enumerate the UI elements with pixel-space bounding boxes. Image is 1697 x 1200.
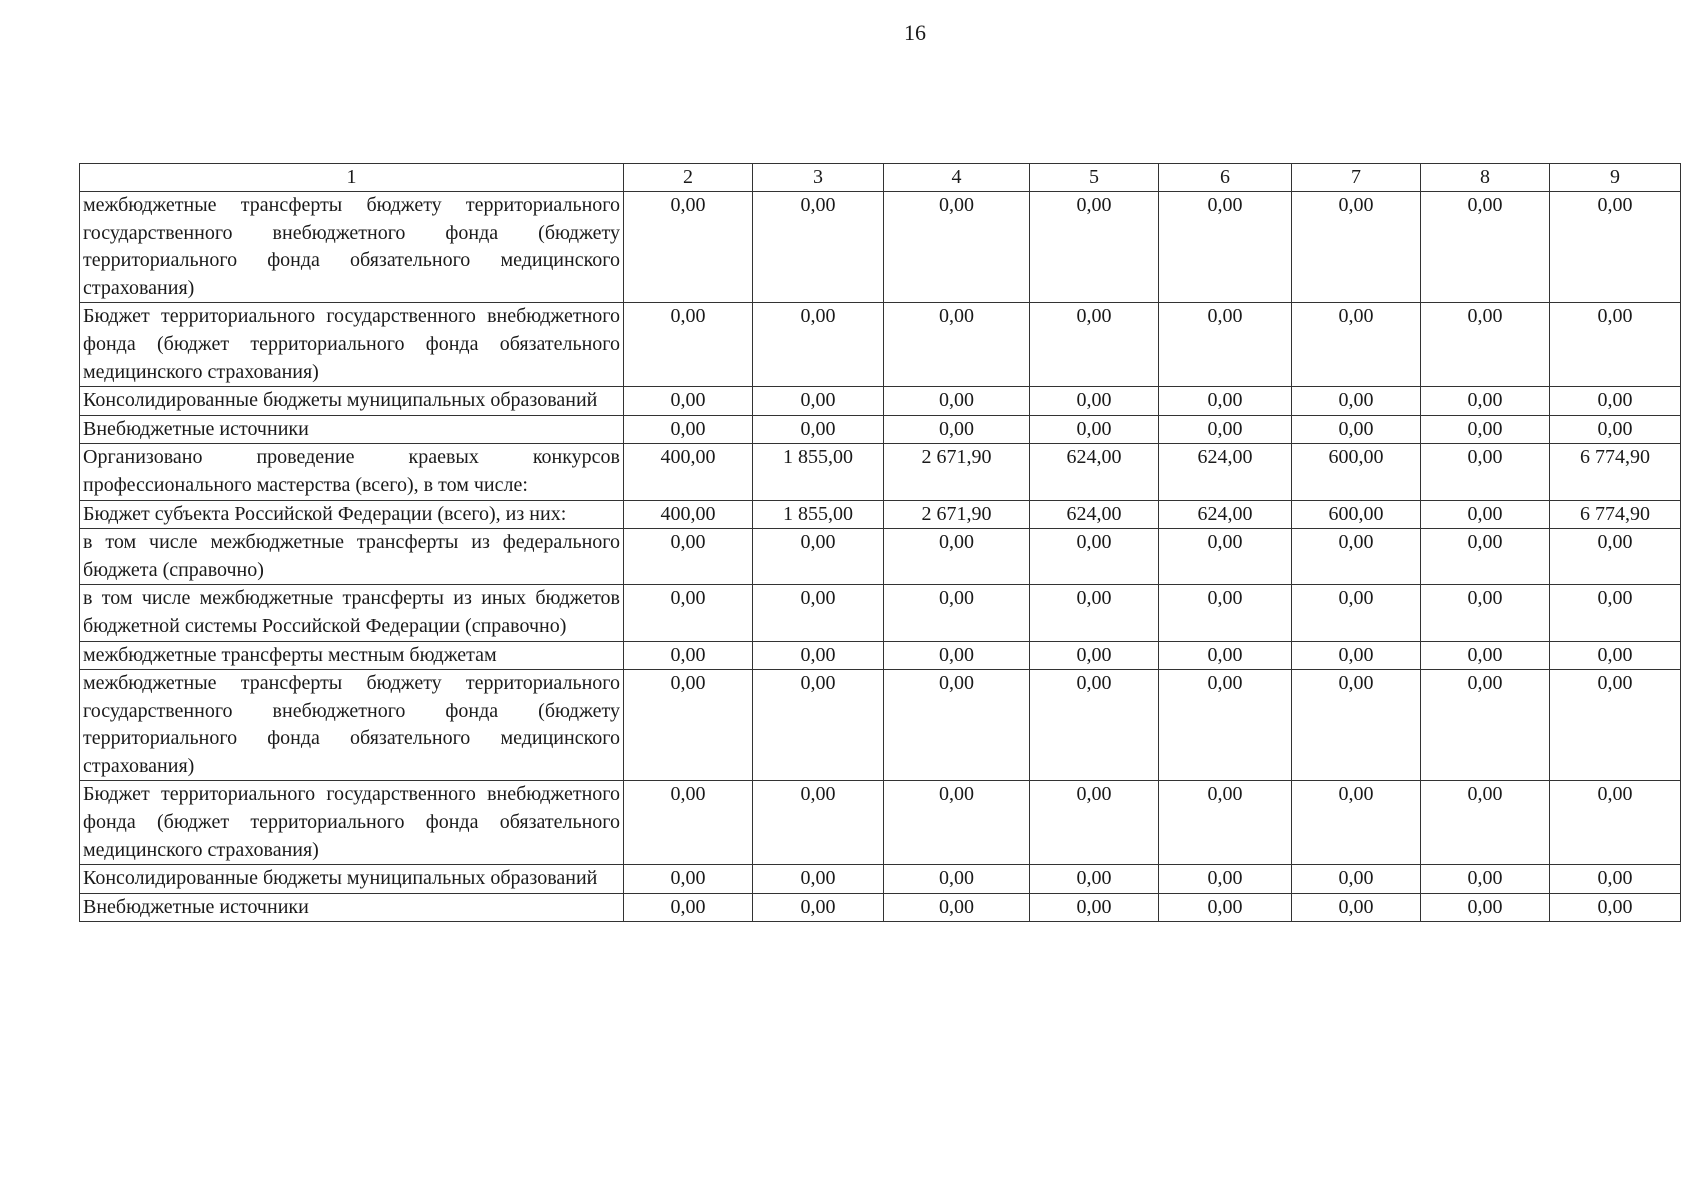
row-value-col-4: 0,00 <box>884 893 1030 922</box>
row-value-col-6: 0,00 <box>1159 893 1292 922</box>
row-value-col-7: 600,00 <box>1292 444 1421 500</box>
row-value-col-2: 0,00 <box>624 893 753 922</box>
column-header-3: 3 <box>753 164 884 192</box>
row-value-col-6: 0,00 <box>1159 781 1292 865</box>
row-value-col-3: 1 855,00 <box>753 444 884 500</box>
row-value-col-6: 0,00 <box>1159 641 1292 670</box>
row-label: Бюджет территориального государственного внебюджетного фонда (бюджет территориального фонда обязательного медицинского страхования) <box>80 303 624 387</box>
row-value-col-3: 0,00 <box>753 641 884 670</box>
row-value-col-7: 0,00 <box>1292 387 1421 416</box>
row-value-col-4: 0,00 <box>884 192 1030 303</box>
row-label: Бюджет субъекта Российской Федерации (всего), из них: <box>80 500 624 529</box>
column-header-2: 2 <box>624 164 753 192</box>
row-value-col-5: 0,00 <box>1030 415 1159 444</box>
row-value-col-3: 0,00 <box>753 865 884 894</box>
row-value-col-9: 0,00 <box>1550 670 1681 781</box>
row-value-col-2: 400,00 <box>624 500 753 529</box>
row-value-col-5: 624,00 <box>1030 500 1159 529</box>
table-row <box>80 415 1681 444</box>
row-value-col-3: 0,00 <box>753 670 884 781</box>
row-value-col-4: 0,00 <box>884 585 1030 641</box>
row-value-col-3: 0,00 <box>753 415 884 444</box>
row-value-col-6: 0,00 <box>1159 865 1292 894</box>
row-label: межбюджетные трансферты бюджету территориального государственного внебюджетного фонда (бюджету территориального фонда обязательного медицинского страхования) <box>80 670 624 781</box>
column-header-1: 1 <box>80 164 624 192</box>
row-value-col-8: 0,00 <box>1421 781 1550 865</box>
row-value-col-7: 0,00 <box>1292 865 1421 894</box>
row-value-col-9: 0,00 <box>1550 641 1681 670</box>
row-value-col-6: 624,00 <box>1159 500 1292 529</box>
row-value-col-5: 0,00 <box>1030 865 1159 894</box>
table-body <box>80 192 1681 922</box>
row-label: межбюджетные трансферты местным бюджетам <box>80 641 624 670</box>
row-value-col-4: 0,00 <box>884 670 1030 781</box>
row-value-col-5: 0,00 <box>1030 893 1159 922</box>
row-value-col-8: 0,00 <box>1421 865 1550 894</box>
row-value-col-4: 0,00 <box>884 303 1030 387</box>
row-value-col-2: 0,00 <box>624 192 753 303</box>
row-value-col-9: 0,00 <box>1550 585 1681 641</box>
row-value-col-2: 0,00 <box>624 781 753 865</box>
row-value-col-9: 0,00 <box>1550 865 1681 894</box>
row-value-col-8: 0,00 <box>1421 444 1550 500</box>
row-value-col-9: 0,00 <box>1550 781 1681 865</box>
row-value-col-3: 0,00 <box>753 529 884 585</box>
row-value-col-9: 0,00 <box>1550 415 1681 444</box>
row-value-col-7: 0,00 <box>1292 670 1421 781</box>
row-value-col-8: 0,00 <box>1421 529 1550 585</box>
row-value-col-7: 0,00 <box>1292 893 1421 922</box>
table-row <box>80 670 1681 781</box>
row-value-col-6: 0,00 <box>1159 192 1292 303</box>
row-value-col-9: 0,00 <box>1550 529 1681 585</box>
row-value-col-4: 0,00 <box>884 865 1030 894</box>
row-value-col-4: 0,00 <box>884 781 1030 865</box>
row-value-col-7: 0,00 <box>1292 641 1421 670</box>
row-value-col-2: 0,00 <box>624 865 753 894</box>
row-value-col-9: 0,00 <box>1550 893 1681 922</box>
row-value-col-8: 0,00 <box>1421 641 1550 670</box>
row-value-col-4: 2 671,90 <box>884 500 1030 529</box>
row-value-col-5: 0,00 <box>1030 670 1159 781</box>
column-header-6: 6 <box>1159 164 1292 192</box>
row-value-col-7: 0,00 <box>1292 415 1421 444</box>
row-value-col-2: 400,00 <box>624 444 753 500</box>
row-value-col-2: 0,00 <box>624 529 753 585</box>
row-value-col-6: 0,00 <box>1159 303 1292 387</box>
table-row <box>80 500 1681 529</box>
column-header-4: 4 <box>884 164 1030 192</box>
row-value-col-8: 0,00 <box>1421 500 1550 529</box>
column-header-5: 5 <box>1030 164 1159 192</box>
row-label: межбюджетные трансферты бюджету территориального государственного внебюджетного фонда (бюджету территориального фонда обязательного медицинского страхования) <box>80 192 624 303</box>
column-header-8: 8 <box>1421 164 1550 192</box>
row-value-col-7: 0,00 <box>1292 303 1421 387</box>
row-label: Организовано проведение краевых конкурсов профессионального мастерства (всего), в том числе: <box>80 444 624 500</box>
column-header-7: 7 <box>1292 164 1421 192</box>
row-value-col-2: 0,00 <box>624 641 753 670</box>
row-value-col-3: 0,00 <box>753 303 884 387</box>
row-value-col-4: 0,00 <box>884 529 1030 585</box>
table-row <box>80 192 1681 303</box>
row-value-col-5: 0,00 <box>1030 781 1159 865</box>
column-header-9: 9 <box>1550 164 1681 192</box>
row-value-col-6: 0,00 <box>1159 387 1292 416</box>
row-value-col-5: 0,00 <box>1030 303 1159 387</box>
row-label: Внебюджетные источники <box>80 893 624 922</box>
row-value-col-5: 0,00 <box>1030 641 1159 670</box>
row-value-col-6: 0,00 <box>1159 415 1292 444</box>
row-value-col-3: 0,00 <box>753 387 884 416</box>
row-label: Бюджет территориального государственного внебюджетного фонда (бюджет территориального фонда обязательного медицинского страхования) <box>80 781 624 865</box>
row-value-col-8: 0,00 <box>1421 585 1550 641</box>
row-value-col-3: 0,00 <box>753 192 884 303</box>
row-value-col-3: 0,00 <box>753 781 884 865</box>
row-value-col-2: 0,00 <box>624 585 753 641</box>
table-header-row <box>80 164 1681 192</box>
row-value-col-3: 0,00 <box>753 585 884 641</box>
row-value-col-9: 0,00 <box>1550 387 1681 416</box>
row-value-col-2: 0,00 <box>624 387 753 416</box>
row-value-col-9: 6 774,90 <box>1550 500 1681 529</box>
table-row <box>80 303 1681 387</box>
row-value-col-5: 0,00 <box>1030 585 1159 641</box>
row-value-col-5: 0,00 <box>1030 387 1159 416</box>
row-value-col-7: 0,00 <box>1292 192 1421 303</box>
row-value-col-5: 624,00 <box>1030 444 1159 500</box>
table-row <box>80 585 1681 641</box>
row-value-col-9: 0,00 <box>1550 303 1681 387</box>
row-value-col-7: 0,00 <box>1292 529 1421 585</box>
row-value-col-4: 0,00 <box>884 387 1030 416</box>
row-value-col-2: 0,00 <box>624 670 753 781</box>
row-value-col-6: 0,00 <box>1159 529 1292 585</box>
row-value-col-8: 0,00 <box>1421 893 1550 922</box>
row-value-col-8: 0,00 <box>1421 303 1550 387</box>
row-label: Консолидированные бюджеты муниципальных образований <box>80 865 624 894</box>
row-value-col-9: 0,00 <box>1550 192 1681 303</box>
row-value-col-6: 0,00 <box>1159 585 1292 641</box>
row-value-col-8: 0,00 <box>1421 387 1550 416</box>
row-value-col-7: 0,00 <box>1292 781 1421 865</box>
row-value-col-3: 0,00 <box>753 893 884 922</box>
row-value-col-5: 0,00 <box>1030 192 1159 303</box>
row-value-col-8: 0,00 <box>1421 192 1550 303</box>
row-value-col-8: 0,00 <box>1421 670 1550 781</box>
table-row <box>80 893 1681 922</box>
row-value-col-9: 6 774,90 <box>1550 444 1681 500</box>
row-value-col-4: 0,00 <box>884 641 1030 670</box>
table-row <box>80 865 1681 894</box>
row-value-col-3: 1 855,00 <box>753 500 884 529</box>
row-value-col-7: 0,00 <box>1292 585 1421 641</box>
row-label: в том числе межбюджетные трансферты из иных бюджетов бюджетной системы Российской Федерации (справочно) <box>80 585 624 641</box>
table-row <box>80 781 1681 865</box>
row-label: в том числе межбюджетные трансферты из федерального бюджета (справочно) <box>80 529 624 585</box>
row-value-col-4: 2 671,90 <box>884 444 1030 500</box>
table-row <box>80 641 1681 670</box>
page-number: 16 <box>904 20 926 45</box>
row-label: Консолидированные бюджеты муниципальных образований <box>80 387 624 416</box>
table-row <box>80 387 1681 416</box>
budget-table <box>79 163 1681 922</box>
row-value-col-5: 0,00 <box>1030 529 1159 585</box>
table-row <box>80 444 1681 500</box>
row-value-col-6: 624,00 <box>1159 444 1292 500</box>
table-row <box>80 529 1681 585</box>
row-value-col-7: 600,00 <box>1292 500 1421 529</box>
row-value-col-2: 0,00 <box>624 303 753 387</box>
row-value-col-2: 0,00 <box>624 415 753 444</box>
row-label: Внебюджетные источники <box>80 415 624 444</box>
row-value-col-4: 0,00 <box>884 415 1030 444</box>
row-value-col-8: 0,00 <box>1421 415 1550 444</box>
row-value-col-6: 0,00 <box>1159 670 1292 781</box>
